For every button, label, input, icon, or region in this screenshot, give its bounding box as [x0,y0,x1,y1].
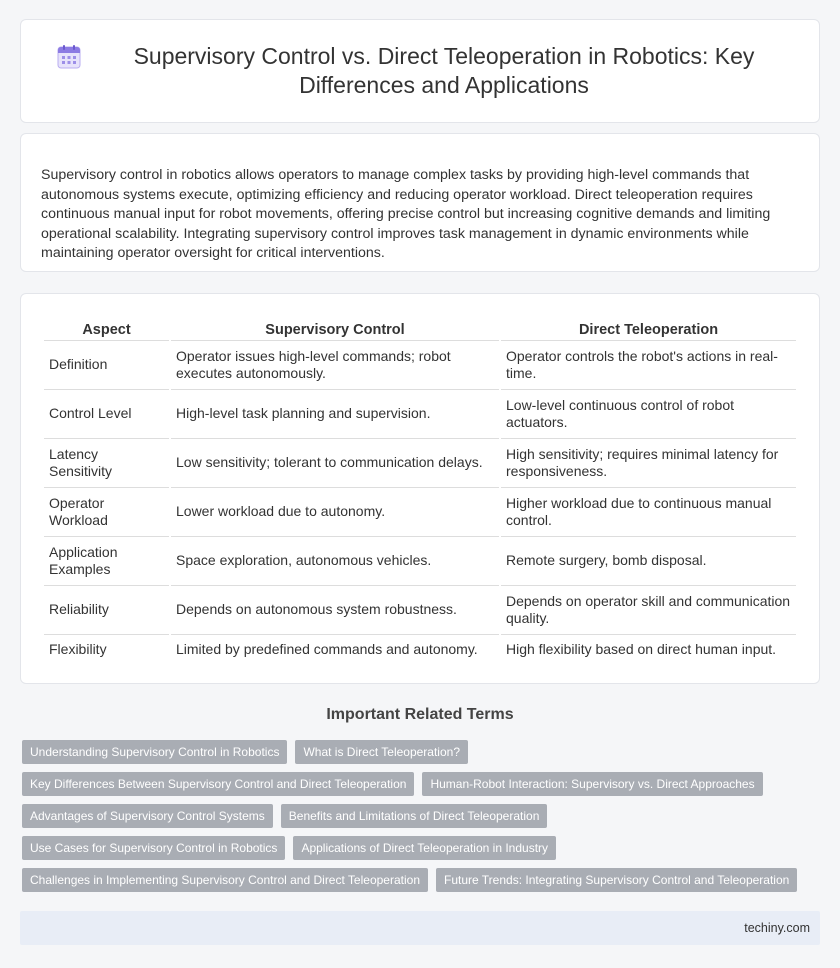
header-card [20,19,820,123]
cell-teleoperation: Low-level continuous control of robot actuators. [501,390,796,439]
table-row [44,537,796,586]
cell-teleoperation: Remote surgery, bomb disposal. [501,537,796,586]
comparison-table-card [20,293,820,684]
table-row [44,635,796,665]
cell-supervisory: High-level task planning and supervision. [171,390,499,439]
related-term-tag[interactable]: Advantages of Supervisory Control Systems [22,804,273,828]
table-row [44,488,796,537]
cell-supervisory: Limited by predefined commands and autonomy. [176,641,478,658]
table-row [44,341,796,390]
cell-supervisory: Space exploration, autonomous vehicles. [171,537,499,586]
table-row [44,586,796,635]
related-term-tag[interactable]: Understanding Supervisory Control in Robotics [22,740,287,764]
cell-aspect: Reliability [44,586,169,635]
cell-teleoperation: Depends on operator skill and communication quality. [501,586,796,635]
table-row [44,390,796,439]
related-term-tag[interactable]: What is Direct Teleoperation? [295,740,468,764]
related-terms-tags [22,740,820,900]
cell-supervisory: Lower workload due to autonomy. [171,488,499,537]
header-aspect: Aspect [44,315,169,341]
cell-aspect: Control Level [44,390,169,439]
comparison-table [42,315,798,665]
table-row [44,439,796,488]
cell-aspect: Operator Workload [44,488,169,537]
footer [20,911,820,945]
cell-aspect: Latency Sensitivity [44,439,169,488]
summary-card [20,133,820,272]
cell-supervisory: Operator issues high-level commands; robot executes autonomously. [171,341,499,390]
header-supervisory-control: Supervisory Control [171,315,499,341]
header-direct-teleoperation: Direct Teleoperation [501,315,796,341]
cell-teleoperation: Higher workload due to continuous manual control. [501,488,796,537]
cell-supervisory: Low sensitivity; tolerant to communication delays. [171,439,499,488]
related-term-tag[interactable]: Applications of Direct Teleoperation in Industry [293,836,556,860]
summary-text: Supervisory control in robotics allows operators to manage complex tasks by providing high-level commands that autonomous systems execute, optimizing efficiency and reducing operator workload. Direct teleoperation requires continuous manual input for robot movements, offering precise control but increasing cognitive demands and limiting operational scalability. Integrating supervisory control improves task management in dynamic environments while maintaining operator oversight for critical interventions. [41,167,771,262]
page-title: Supervisory Control vs. Direct Teleoperation in Robotics: Key Differences and Applications [133,43,755,98]
cell-aspect: Flexibility [49,641,107,658]
cell-teleoperation: High flexibility based on direct human input. [506,641,777,658]
footer-site-name[interactable]: techiny.com [744,921,810,935]
cell-aspect: Application Examples [44,537,169,586]
table-header-row [44,315,796,341]
related-term-tag[interactable]: Future Trends: Integrating Supervisory Control and Teleoperation [436,868,797,892]
related-term-tag[interactable]: Human-Robot Interaction: Supervisory vs. Direct Approaches [422,772,762,796]
cell-teleoperation: High sensitivity; requires minimal latency for responsiveness. [501,439,796,488]
calendar-icon [56,44,82,70]
related-term-tag[interactable]: Key Differences Between Supervisory Control and Direct Teleoperation [22,772,414,796]
cell-supervisory: Depends on autonomous system robustness. [171,586,499,635]
related-term-tag[interactable]: Use Cases for Supervisory Control in Robotics [22,836,285,860]
cell-aspect: Definition [44,341,169,390]
related-term-tag[interactable]: Benefits and Limitations of Direct Teleoperation [281,804,548,828]
related-terms-title: Important Related Terms [326,706,514,723]
related-term-tag[interactable]: Challenges in Implementing Supervisory Control and Direct Teleoperation [22,868,428,892]
cell-teleoperation: Operator controls the robot's actions in real-time. [501,341,796,390]
